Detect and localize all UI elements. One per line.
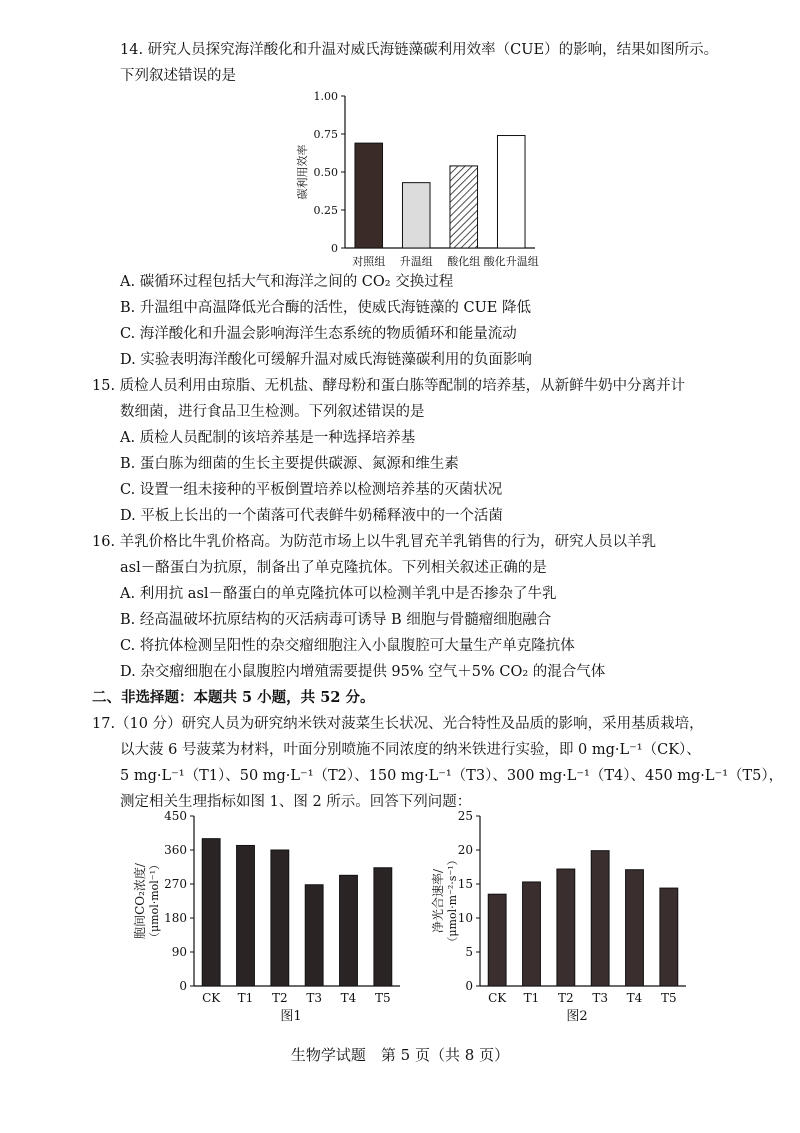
y-tick-label: 450 [164,809,187,823]
x-category-label: T1 [237,991,254,1005]
y-tick-label: 0 [465,979,473,993]
q17-line1: 17.（10 分）研究人员为研究纳米铁对菠菜生长状况、光合特性及品质的影响，采用基质栽培， [92,716,704,732]
y-tick-label: 15 [457,877,473,891]
q17-line4: 测定相关生理指标如图 1、图 2 所示。回答下列问题： [120,794,472,810]
x-category-label: CK [202,991,221,1005]
q14-option-c: C. 海洋酸化和升温会影响海洋生态系统的物质循环和能量流动 [120,326,517,342]
q14-option-d: D. 实验表明海洋酸化可缓解升温对威氏海链藻碳利用的负面影响 [120,352,532,368]
bar-酸化组 [450,166,478,248]
y-axis-label: 净光合速率/ [431,868,445,934]
q15-option-b: B. 蛋白胨为细菌的生长主要提供碳源、氮源和维生素 [120,456,459,472]
y-tick-label: 1.00 [313,90,338,103]
figure-caption: 图1 [280,1009,302,1024]
q14-stem-line2: 下列叙述错误的是 [120,68,236,84]
bar-T3 [591,851,609,986]
bar-升温组 [402,183,430,248]
y-axis-unit: （μmol·m⁻²·s⁻¹） [446,854,459,948]
y-axis-label: 胞间CO₂浓度/ [133,863,147,939]
bar-CK [488,894,506,986]
x-category-label: 酸化升温组 [483,255,539,268]
figure-caption: 图2 [566,1009,588,1024]
x-category-label: T3 [306,991,322,1005]
y-tick-label: 270 [164,877,187,891]
y-tick-label: 20 [457,843,473,857]
q14-stem-line1: 14. 研究人员探究海洋酸化和升温对威氏海链藻碳利用效率（CUE）的影响，结果如图所示。 [120,42,719,58]
bar-T1 [237,845,255,986]
x-category-label: 升温组 [399,255,433,268]
q16-option-c: C. 将抗体检测呈阳性的杂交瘤细胞注入小鼠腹腔可大量生产单克隆抗体 [120,638,575,654]
bar-T5 [374,868,392,986]
bar-T2 [271,850,289,986]
bar-T3 [305,885,323,986]
x-category-label: T5 [661,991,677,1005]
x-category-label: 酸化组 [447,255,481,268]
x-category-label: T1 [523,991,540,1005]
page-footer: 生物学试题 第 5 页（共 8 页） [290,1046,510,1064]
chart-cue [290,86,550,272]
y-tick-label: 5 [465,945,473,959]
x-category-label: T2 [272,991,288,1005]
bar-对照组 [355,143,383,248]
q15-option-c: C. 设置一组未接种的平板倒置培养以检测培养基的灭菌状况 [120,482,503,498]
bar-T5 [660,888,678,986]
y-tick-label: 0.25 [313,204,338,217]
bar-T2 [557,869,575,986]
y-axis-unit: （μmol·mol⁻¹） [148,858,161,944]
q17-line2: 以大菠 6 号菠菜为材料，叶面分别喷施不同浓度的纳米铁进行实验，即 0 mg·L⁻¹（CK）、 [120,742,701,758]
q14-option-a: A. 碳循环过程包括大气和海洋之间的 CO₂ 交换过程 [120,274,454,290]
y-tick-label: 90 [171,945,187,959]
q16-option-d: D. 杂交瘤细胞在小鼠腹腔内增殖需要提供 95% 空气＋5% CO₂ 的混合气体 [120,664,606,680]
q15-stem-line1: 15. 质检人员利用由琼脂、无机盐、酵母粉和蛋白胨等配制的培养基，从新鲜牛奶中分离并计 [92,378,686,394]
bar-T4 [626,870,644,986]
x-category-label: CK [488,991,507,1005]
bar-CK [202,839,220,986]
bar-T4 [340,875,358,986]
y-axis-label: 碳利用效率 [296,144,309,200]
q17-line3: 5 mg·L⁻¹（T1）、50 mg·L⁻¹（T2）、150 mg·L⁻¹（T3）、300 mg·L⁻¹（T4）、450 mg·L⁻¹（T5）， [120,768,784,784]
bar-T1 [523,882,541,986]
x-category-label: 对照组 [352,255,386,268]
q15-option-a: A. 质检人员配制的该培养基是一种选择培养基 [120,430,416,446]
y-tick-label: 0.50 [313,166,338,179]
q15-option-d: D. 平板上长出的一个菌落可代表鲜牛奶稀释液中的一个活菌 [120,508,503,524]
y-tick-label: 360 [164,843,187,857]
section-heading: 二、非选择题：本题共 5 小题，共 52 分。 [92,689,375,706]
x-category-label: T4 [626,991,643,1005]
chart-net-photosynthesis [430,806,700,1030]
y-tick-label: 25 [457,809,473,823]
y-tick-label: 0 [331,242,338,255]
q15-stem-line2: 数细菌，进行食品卫生检测。下列叙述错误的是 [120,404,425,420]
q16-option-a: A. 利用抗 asl－酪蛋白的单克隆抗体可以检测羊乳中是否掺杂了牛乳 [120,586,557,602]
chart-intercellular-co2 [130,806,420,1030]
y-tick-label: 180 [164,911,187,925]
x-category-label: T2 [558,991,574,1005]
y-tick-label: 0.75 [313,128,338,141]
q14-option-b: B. 升温组中高温降低光合酶的活性，使威氏海链藻的 CUE 降低 [120,300,531,316]
q16-stem-line1: 16. 羊乳价格比牛乳价格高。为防范市场上以牛乳冒充羊乳销售的行为，研究人员以羊乳 [92,534,657,550]
q16-stem-line2: asl－酪蛋白为抗原，制备出了单克隆抗体。下列相关叙述正确的是 [120,560,547,576]
x-category-label: T4 [340,991,357,1005]
bar-酸化升温组 [497,136,525,248]
x-category-label: T3 [592,991,608,1005]
q16-option-b: B. 经高温破坏抗原结构的灭活病毒可诱导 B 细胞与骨髓瘤细胞融合 [120,612,552,628]
y-tick-label: 0 [179,979,187,993]
x-category-label: T5 [375,991,391,1005]
y-tick-label: 10 [457,911,473,925]
